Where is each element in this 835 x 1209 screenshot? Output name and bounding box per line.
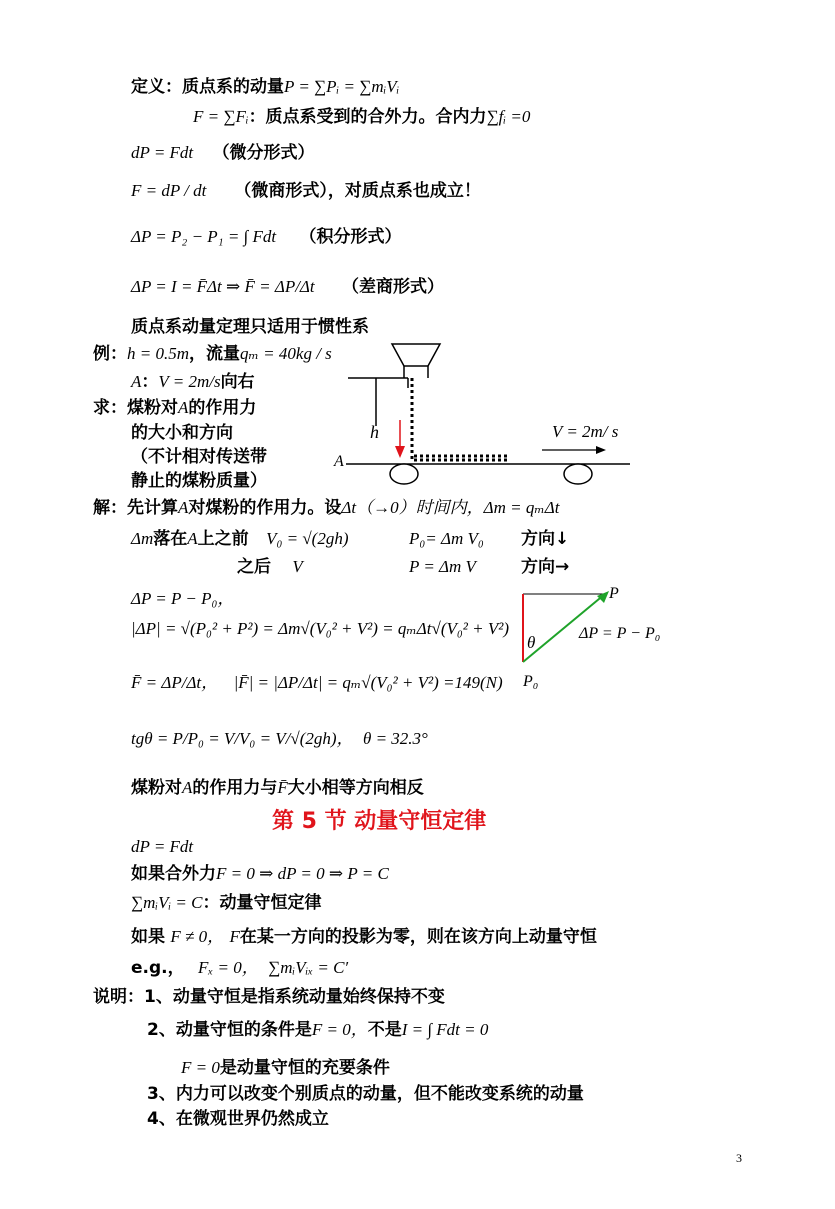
component-conservation: ∑mᵢVᵢₓ = C′ (268, 958, 349, 977)
force-sum-formula: F = ∑Fᵢ (193, 107, 249, 126)
note-4: 4、在微观世界仍然成立 (147, 1109, 329, 1129)
conservation-law-label: ：动量守恒定律 (202, 893, 322, 913)
derivative-form-line (131, 180, 481, 202)
differential-note: （微分形式） (212, 143, 315, 163)
p-formula: P = Δm V (409, 557, 476, 576)
inertial-frame-note: 质点系动量定理只适用于惯性系 (131, 317, 369, 337)
if-text: 如果 (131, 927, 165, 947)
note-2-text: 2、动量守恒的条件是 (147, 1020, 312, 1040)
conservation-implication: F = 0 ⇒ dP = 0 ⇒ P = C (216, 864, 389, 883)
notes-label: 说明： (93, 987, 144, 1007)
conveyor-figure (330, 338, 660, 498)
ask-line-4: 静止的煤粉质量） (131, 471, 267, 491)
solution-line-6 (131, 672, 503, 694)
fx-zero: Fₓ = 0， (198, 958, 259, 977)
example-line-1 (93, 343, 332, 365)
example-label: 例： (93, 344, 127, 364)
eg-label: e.g.， (131, 958, 185, 978)
triangle-dp-label: ΔP = P − P₀ (579, 625, 661, 642)
solution-line-4: ΔP = P − P₀， (131, 589, 235, 608)
solution-text-2: 对煤粉的作用力。设 (188, 498, 342, 518)
delta-p-arrowhead (597, 591, 609, 603)
notes-line-1 (93, 986, 445, 1008)
vector-triangle (515, 580, 685, 692)
note-3: 3、内力可以改变个别质点的动量，但不能改变系统的动量 (147, 1084, 584, 1104)
integral-note: （积分形式） (299, 227, 402, 247)
ask-line-3: （不计相对传送带 (131, 447, 267, 467)
note-2-f-zero: F = 0， (311, 1020, 368, 1039)
ask-label: 求： (93, 398, 127, 418)
figure-h-label: h (370, 422, 379, 442)
colon: ： (141, 372, 159, 392)
p-direction: 方向→ (521, 557, 570, 577)
height-value: h = 0.5m (127, 344, 189, 363)
ask-line-1 (93, 397, 256, 419)
differential-form-line (131, 142, 315, 164)
page-number: 3 (736, 1151, 742, 1165)
figure-a-label: A (334, 453, 344, 470)
force-definition-line (193, 106, 530, 128)
belt-wheel-right (564, 464, 592, 484)
conclusion-f: F̄ (277, 778, 288, 797)
notes-line-2 (147, 1019, 488, 1041)
force-sum-text: ：质点系受到的合外力。合内力 (248, 107, 487, 127)
triangle-p-label: P (609, 585, 619, 602)
difference-note: （差商形式） (342, 277, 445, 297)
solution-a: A (178, 498, 189, 517)
theta-value: θ = 32.3° (362, 729, 428, 748)
internal-force-formula: ∑fᵢ =0 (486, 107, 531, 126)
integral-formula: ΔP = P₂ − P₁ = ∫ Fdt (131, 227, 277, 246)
nonzero-force: F ≠ 0， (170, 927, 225, 946)
triangle-p0-label: P₀ (523, 673, 539, 690)
section-line-2 (131, 863, 389, 885)
flow-label: ，流量 (189, 344, 240, 364)
ask-a: A (178, 398, 189, 417)
mean-force-formula: F̄ = ΔP/Δt， (131, 673, 219, 692)
force-symbol: F (229, 927, 240, 946)
dm-symbol: Δm (131, 529, 154, 548)
mean-force-magnitude: |F̄| = |ΔP/Δt| = qₘ√(V₀² + V²) =149(N) (233, 673, 503, 692)
conclusion-text-2: 的作用力与 (192, 778, 278, 798)
solution-line-2 (131, 528, 570, 550)
figure-v-label: V = 2m/ s (552, 422, 619, 441)
ask-text-2: 的作用力 (188, 398, 257, 418)
solution-dm: Δm = qₘΔt (483, 498, 560, 517)
note-2-impulse: I = ∫ Fdt = 0 (401, 1020, 489, 1039)
tan-theta-formula: tgθ = P/P₀ = V/V₀ = V/√(2gh)， (131, 729, 354, 748)
section-line-5 (131, 957, 348, 979)
solution-dt: Δt（→0）时间内， (341, 498, 484, 517)
red-arrow-head (395, 446, 405, 458)
solution-line-5: |ΔP| = √(P₀² + P²) = Δm√(V₀² + V²) = qₘΔt√(V₀² + V²) (131, 619, 509, 638)
solution-line-3 (237, 556, 570, 578)
solution-line-8 (131, 777, 424, 799)
triangle-theta-label: θ (527, 633, 536, 652)
v0-formula: V₀ = √(2gh) (266, 529, 349, 548)
difference-formula: ΔP = I = F̄Δt ⇒ F̄ = ΔP/Δt (131, 277, 315, 296)
section-formula-1: dP = Fdt (131, 837, 194, 856)
integral-form-line (131, 226, 401, 248)
belt-a-label: A (131, 372, 142, 391)
fall-text: 落在 (153, 529, 188, 549)
note-1: 1、动量守恒是指系统动量始终保持不变 (144, 987, 445, 1007)
note-2b-formula: F = 0 (181, 1058, 220, 1077)
conservation-formula: ∑mᵢVᵢ = C (131, 893, 203, 912)
p0-direction: 方向↓ (521, 529, 570, 549)
derivative-formula: F = dP / dt (131, 181, 207, 200)
belt-speed: V = 2m/s (158, 372, 221, 391)
p0-formula: P₀= Δm V₀ (409, 529, 484, 548)
fall-a: A (187, 529, 198, 548)
conclusion-text-3: 大小相等方向相反 (287, 778, 424, 798)
belt-wheel-left (390, 464, 418, 484)
solution-line-7 (131, 728, 428, 750)
conclusion-a: A (182, 778, 193, 797)
velocity-arrow-head (596, 446, 606, 454)
hopper-funnel (392, 344, 440, 366)
after-v: V (292, 557, 303, 576)
note-2-not: 不是 (367, 1020, 402, 1040)
section-line-4 (131, 926, 597, 948)
flow-value: qₘ = 40kg / s (240, 344, 332, 363)
momentum-formula: P = ∑Pᵢ = ∑mᵢVᵢ (284, 77, 400, 96)
belt-direction: 向右 (220, 372, 255, 392)
solution-text-1: 先计算 (127, 498, 178, 518)
section-line-3 (131, 892, 321, 914)
section-title: 第 5 节 动量守恒定律 (272, 809, 487, 834)
projection-text: 在某一方向的投影为零，则在该方向上动量守恒 (239, 927, 597, 947)
solution-line-1 (93, 497, 559, 519)
before-text: 上之前 (197, 529, 249, 549)
solution-label: 解： (93, 498, 127, 518)
definition-label: 定义：质点系的动量 (131, 77, 284, 97)
note-2b-text: 是动量守恒的充要条件 (219, 1058, 390, 1078)
derivative-note: （微商形式），对质点系也成立！ (234, 181, 481, 201)
example-line-2 (131, 371, 255, 393)
differential-formula: dP = Fdt (131, 143, 194, 162)
ask-line-2: 的大小和方向 (131, 423, 233, 443)
conclusion-text-1: 煤粉对 (131, 778, 182, 798)
ask-text-1: 煤粉对 (127, 398, 178, 418)
definition-line (131, 76, 399, 98)
difference-form-line (131, 276, 444, 298)
notes-line-2b (181, 1057, 390, 1079)
after-text: 之后 (237, 557, 271, 577)
if-external-force-text: 如果合外力 (131, 864, 216, 884)
